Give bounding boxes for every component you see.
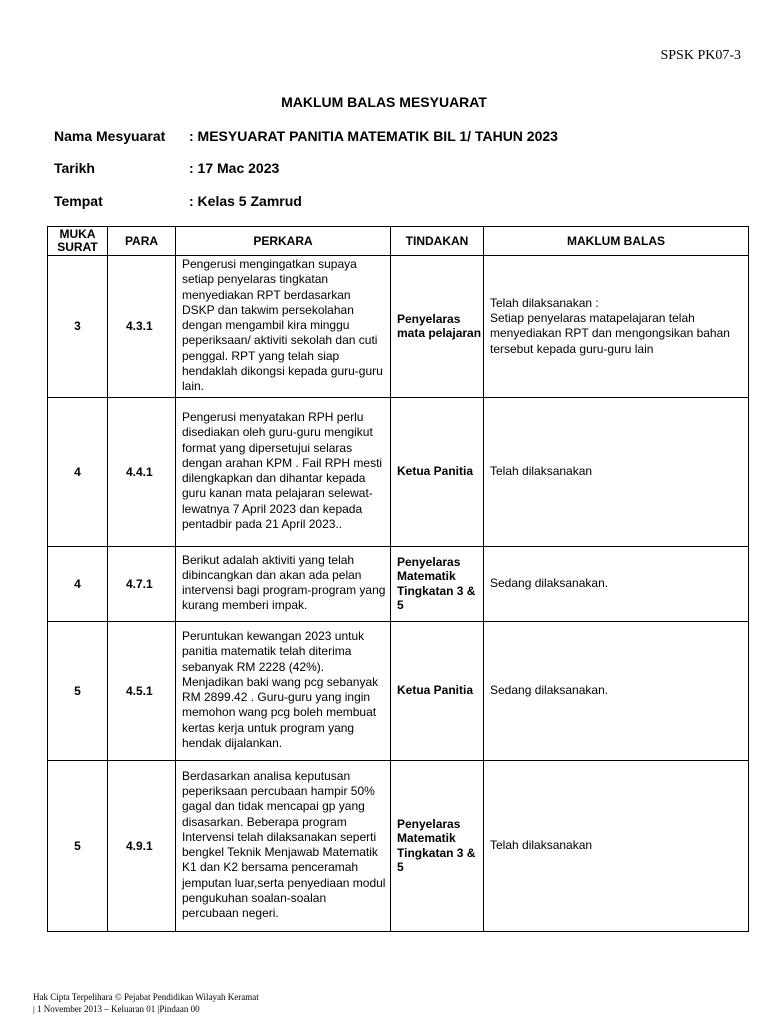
cell-perkara: Berdasarkan analisa keputusan peperiksaan percubaan hampir 50% gagal dan tidak mencapai gp yang disasarkan. Beberapa program Intervensi telah dilaksanakan seperti bengkel Teknik Menjawab Matematik K1 dan K2 bersama penceramah jemputan luar,serta penyediaan modul pengukuhan soalan-soalan percubaan negeri. (176, 760, 391, 931)
cell-tindakan: Penyelaras Matematik Tingkatan 3 & 5 (391, 546, 484, 621)
cell-perkara: Peruntukan kewangan 2023 untuk panitia matematik telah diterima sebanyak RM 2228 (42%). Menjadikan baki wang pcg sebanyak RM 2899.42 . Guru-guru yang ingin memohon wang pcg boleh membuat kertas kerja untuk program yang hendak dijalankan. (176, 621, 391, 760)
meta-label: Tarikh (54, 160, 95, 176)
header-maklum-balas: MAKLUM BALAS (484, 227, 749, 256)
meta-value: : Kelas 5 Zamrud (189, 193, 302, 209)
cell-maklum-balas: Telah dilaksanakan : Setiap penyelaras matapelajaran telah menyediakan RPT dan mengongsikan bahan tersebut kepada guru-guru lain (484, 256, 749, 398)
table-row (48, 546, 749, 621)
meta-value: : 17 Mac 2023 (189, 160, 280, 176)
header-tindakan: TINDAKAN (391, 227, 484, 256)
table-row (48, 621, 749, 760)
cell-maklum-balas: Sedang dilaksanakan. (484, 621, 749, 760)
footer-revision: | 1 November 2013 – Keluaran 01 |Pindaan 00 (33, 1004, 200, 1014)
cell-para: 4.5.1 (108, 621, 176, 760)
table-row (48, 397, 749, 546)
cell-maklum-balas: Telah dilaksanakan (484, 760, 749, 931)
cell-muka-surat: 4 (48, 397, 108, 546)
cell-perkara: Berikut adalah aktiviti yang telah dibincangkan dan akan ada pelan intervensi bagi program-program yang kurang memberi impak. (176, 546, 391, 621)
cell-maklum-balas: Sedang dilaksanakan. (484, 546, 749, 621)
cell-tindakan: Ketua Panitia (391, 397, 484, 546)
cell-para: 4.4.1 (108, 397, 176, 546)
table-header-row (48, 227, 749, 256)
cell-muka-surat: 3 (48, 256, 108, 398)
meta-value: : MESYUARAT PANITIA MATEMATIK BIL 1/ TAHUN 2023 (189, 128, 558, 144)
cell-perkara: Pengerusi menyatakan RPH perlu disediakan oleh guru-guru mengikut format yang dipersetujui selaras dengan arahan KPM . Fail RPH mesti dilengkapkan dan dihantar kepada guru kanan mata pelajaran selewat-lewatnya 7 April 2023 dan kepada pentadbir pada 21 April 2023.. (176, 397, 391, 546)
cell-tindakan: Penyelaras mata pelajaran (391, 256, 484, 398)
table-row (48, 760, 749, 931)
header-para: PARA (108, 227, 176, 256)
header-perkara: PERKARA (176, 227, 391, 256)
footer-copyright: Hak Cipta Terpelihara © Pejabat Pendidikan Wilayah Keramat (33, 992, 259, 1002)
document-code: SPSK PK07-3 (660, 48, 741, 63)
cell-tindakan: Ketua Panitia (391, 621, 484, 760)
cell-perkara: Pengerusi mengingatkan supaya setiap penyelaras tingkatan menyediakan RPT berdasarkan DSKP dan takwim persekolahan dengan mengambil kira minggu peperiksaan/ aktiviti sekolah dan cuti penggal. RPT yang telah siap hendaklah dikongsi kepada guru-guru lain. (176, 256, 391, 398)
cell-muka-surat: 5 (48, 760, 108, 931)
minutes-table (47, 226, 749, 932)
cell-para: 4.3.1 (108, 256, 176, 398)
page-title: MAKLUM BALAS MESYUARAT (281, 94, 487, 110)
cell-muka-surat: 5 (48, 621, 108, 760)
cell-para: 4.7.1 (108, 546, 176, 621)
meta-label: Tempat (54, 193, 103, 209)
cell-tindakan: Penyelaras Matematik Tingkatan 3 & 5 (391, 760, 484, 931)
cell-para: 4.9.1 (108, 760, 176, 931)
footer (33, 991, 259, 1015)
cell-muka-surat: 4 (48, 546, 108, 621)
cell-maklum-balas: Telah dilaksanakan (484, 397, 749, 546)
table-row (48, 256, 749, 398)
meta-label: Nama Mesyuarat (54, 128, 166, 144)
header-muka-surat: MUKA SURAT (48, 227, 108, 256)
